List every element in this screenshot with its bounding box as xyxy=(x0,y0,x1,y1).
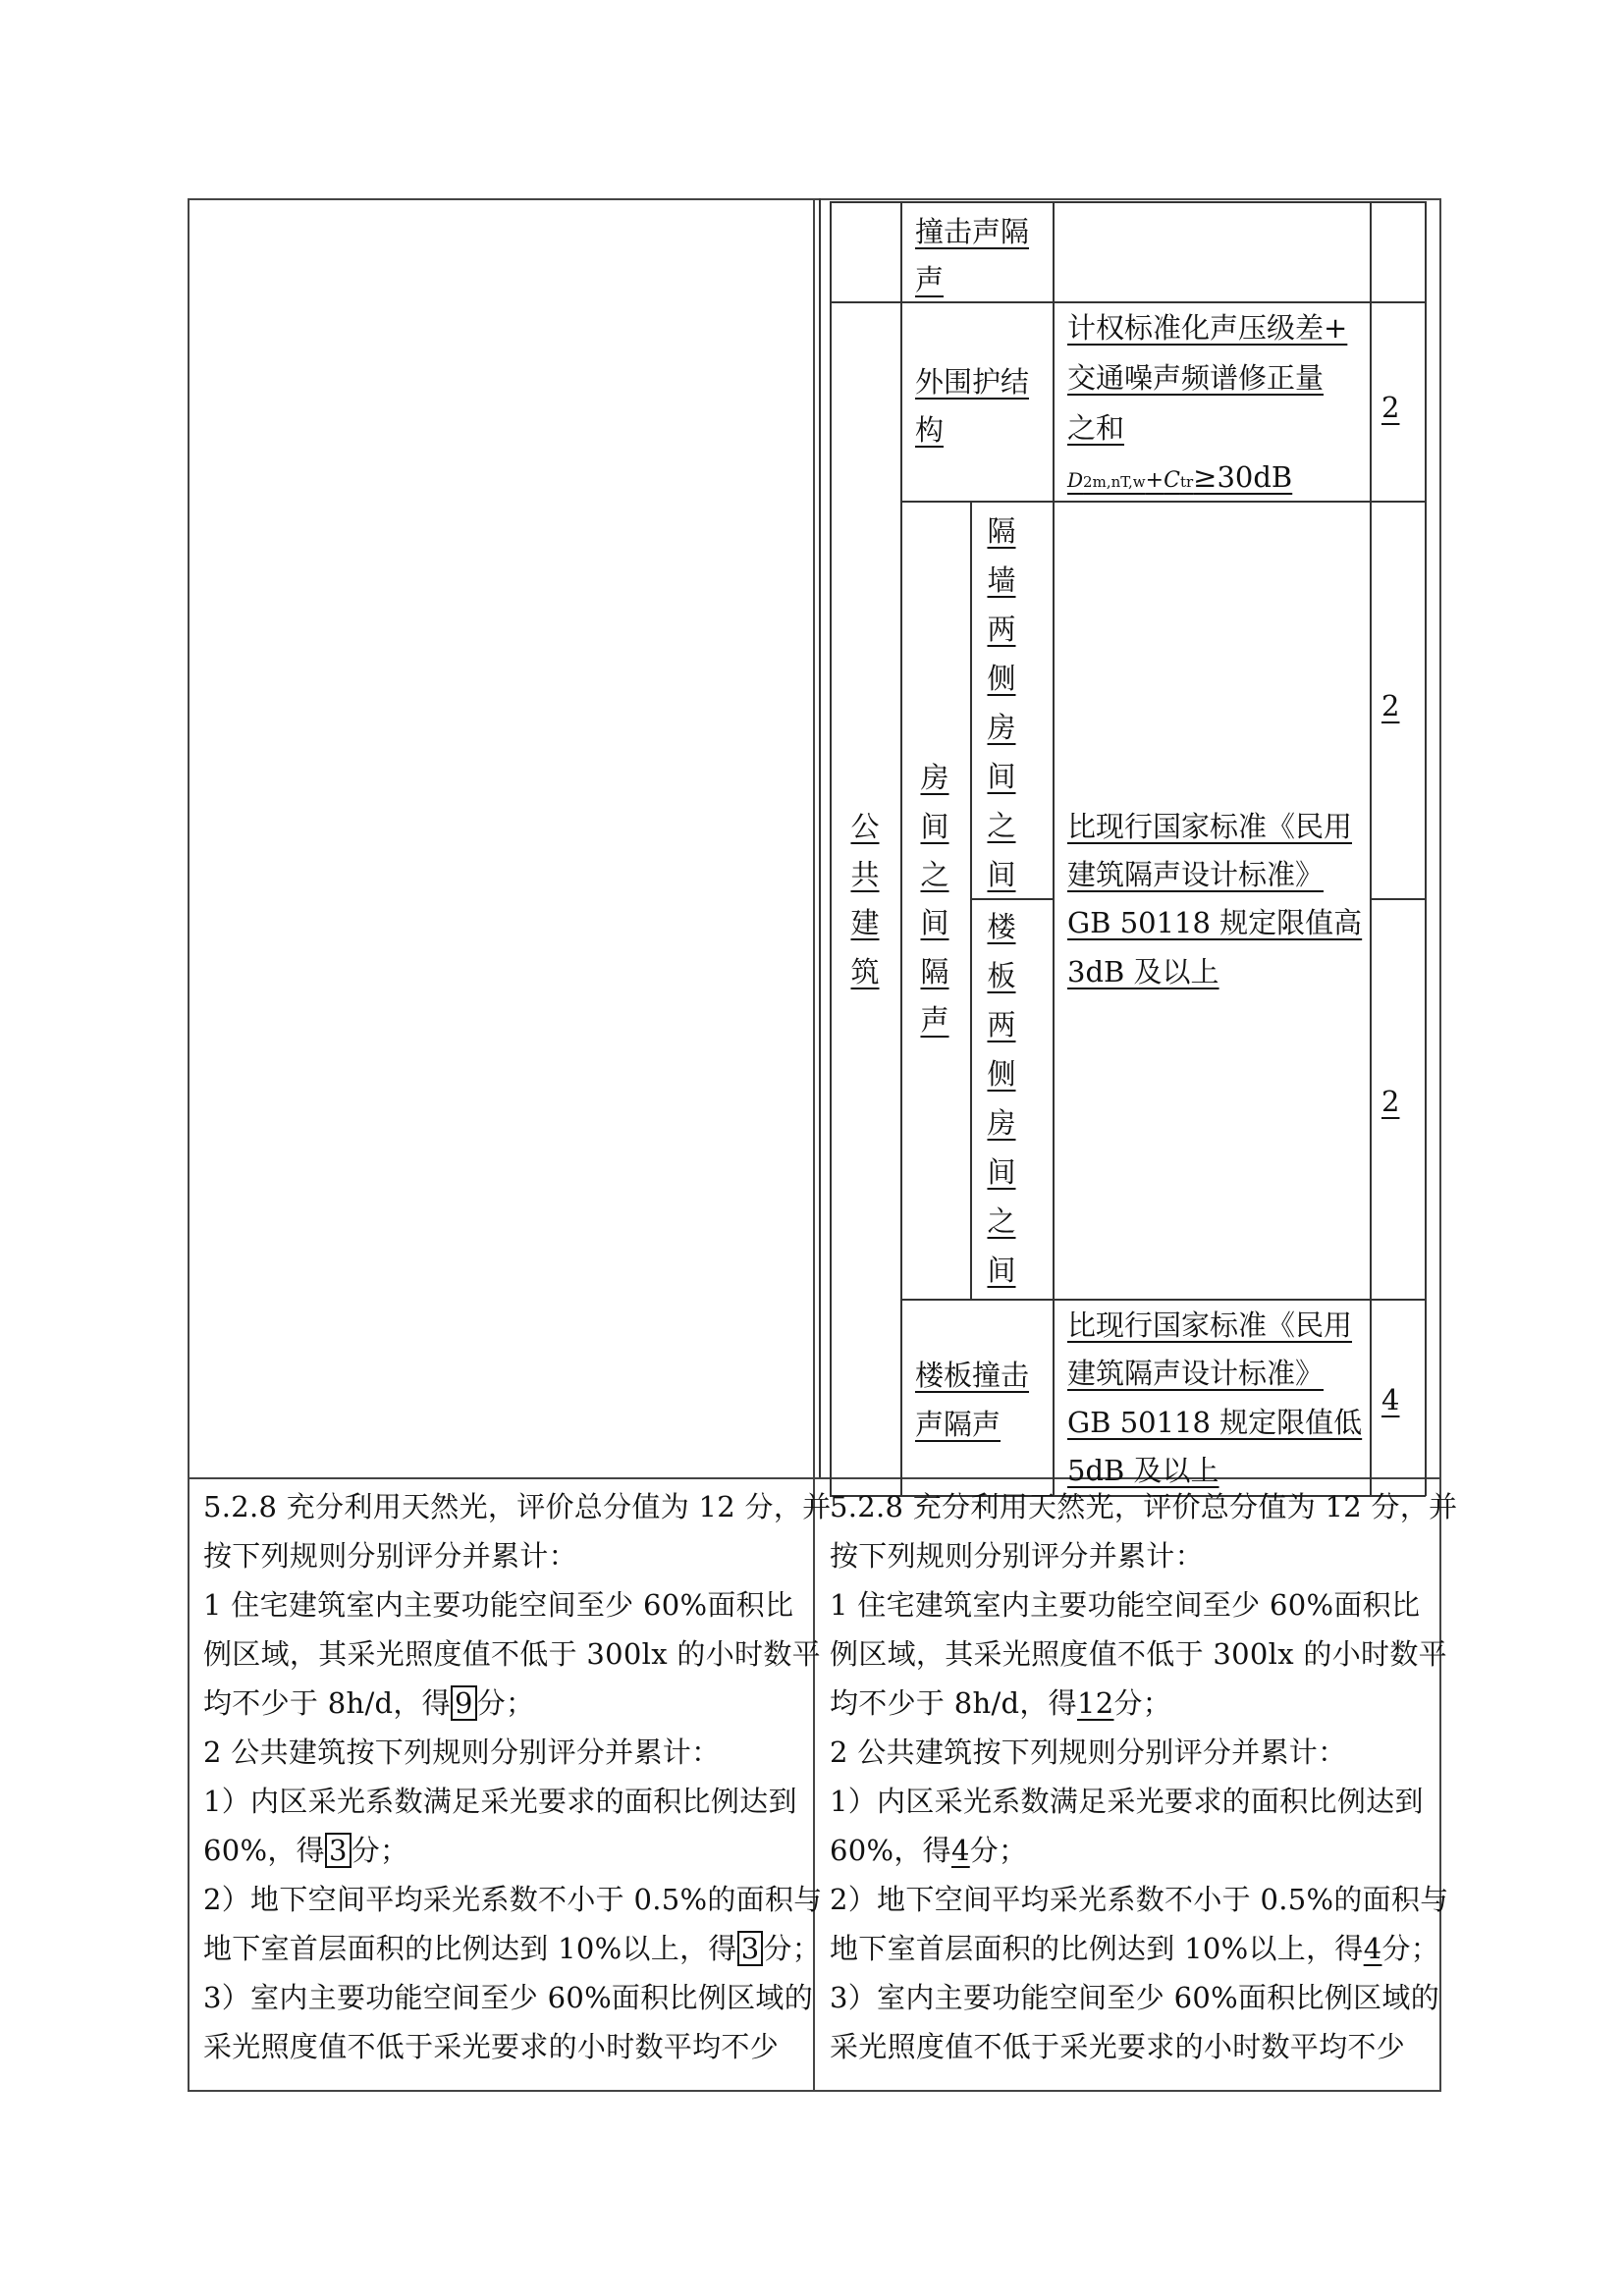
right-line-6: 2 公共建筑按下列规则分别评分并累计： xyxy=(830,1735,1347,1769)
impact-sound-label-line1: 撞击声隔 xyxy=(915,215,1030,248)
facade-req-line3: 之和 xyxy=(1067,411,1125,445)
left-line-2: 按下列规则分别评分并累计： xyxy=(203,1539,577,1573)
left-score-residential: 9 xyxy=(451,1685,477,1721)
left-score-underground: 3 xyxy=(737,1931,764,1966)
right-score-residential: 12 xyxy=(1076,1686,1114,1720)
outer-column-divider xyxy=(813,198,815,2092)
right-score-inner-zone: 4 xyxy=(950,1834,970,1867)
floor-impact-score: 4 xyxy=(1381,1383,1400,1416)
right-line-7: 1）内区采光系数满足采光要求的面积比例达到 xyxy=(830,1785,1424,1818)
left-line-12: 采光照度值不低于采光要求的小时数平均不少 xyxy=(203,2030,780,2063)
left-line-5: 均不少于 8h/d，得 9 分； xyxy=(203,1686,535,1720)
facade-req-line1: 计权标准化声压级差+ xyxy=(1067,311,1348,345)
facade-score: 2 xyxy=(1381,391,1400,424)
left-line-6: 2 公共建筑按下列规则分别评分并累计： xyxy=(203,1735,721,1769)
right-line-5: 均不少于 8h/d，得12分； xyxy=(830,1686,1172,1720)
left-line-3: 1 住宅建筑室内主要功能空间至少 60%面积比 xyxy=(203,1588,794,1622)
left-line-11: 3）室内主要功能空间至少 60%面积比例区域的 xyxy=(203,1981,814,2014)
right-line-10: 地下室首层面积的比例达到 10%以上，得4分； xyxy=(830,1932,1440,1965)
floor-impact-req-line1: 比现行国家标准《民用 xyxy=(1067,1308,1353,1342)
right-score-underground: 4 xyxy=(1363,1932,1382,1965)
room-req-line1: 比现行国家标准《民用 xyxy=(1067,810,1353,843)
left-line-10: 地下室首层面积的比例达到 10%以上，得 3 分； xyxy=(203,1932,822,1965)
right-line-8: 60%，得4分； xyxy=(830,1834,1028,1867)
left-score-inner-zone: 3 xyxy=(325,1833,352,1868)
room-req-line3: GB 50118 规定限值高 xyxy=(1067,906,1363,939)
impact-sound-label-line2: 声 xyxy=(915,263,945,296)
left-line-1: 5.2.8 充分利用天然光，评价总分值为 12 分，并 xyxy=(203,1490,832,1523)
right-line-4: 例区域，其采光照度值不低于 300lx 的小时数平 xyxy=(830,1637,1447,1671)
floor-impact-req-line3: GB 50118 规定限值低 xyxy=(1067,1406,1363,1439)
floor-impact-label-line2: 声隔声 xyxy=(915,1408,1001,1441)
room-req-line4: 3dB 及以上 xyxy=(1067,955,1219,988)
left-line-7: 1）内区采光系数满足采光要求的面积比例达到 xyxy=(203,1785,797,1818)
right-line-12: 采光照度值不低于采光要求的小时数平均不少 xyxy=(830,2030,1406,2063)
floor-score: 2 xyxy=(1381,1085,1400,1118)
floor-impact-req-line4: 5dB 及以上 xyxy=(1067,1454,1219,1487)
outer-right-border xyxy=(1439,198,1441,2092)
right-line-1: 5.2.8 充分利用天然光，评价总分值为 12 分，并 xyxy=(830,1490,1458,1523)
left-line-4: 例区域，其采光照度值不低于 300lx 的小时数平 xyxy=(203,1637,821,1671)
facade-label-line2: 构 xyxy=(915,413,945,447)
right-line-9: 2）地下空间平均采光系数不小于 0.5%的面积与 xyxy=(830,1883,1449,1916)
right-line-11: 3）室内主要功能空间至少 60%面积比例区域的 xyxy=(830,1981,1440,2014)
outer-left-border xyxy=(188,198,189,2092)
left-line-9: 2）地下空间平均采光系数不小于 0.5%的面积与 xyxy=(203,1883,823,1916)
floor-impact-label-line1: 楼板撞击 xyxy=(915,1359,1030,1392)
facade-formula: D2m,nT,w+Ctr≥30dB xyxy=(1067,460,1293,494)
outer-column-divider-double xyxy=(819,198,821,1477)
right-line-3: 1 住宅建筑室内主要功能空间至少 60%面积比 xyxy=(830,1588,1421,1622)
room-req-line2: 建筑隔声设计标准》 xyxy=(1067,858,1325,891)
floor-impact-req-line2: 建筑隔声设计标准》 xyxy=(1067,1357,1325,1390)
right-line-2: 按下列规则分别评分并累计： xyxy=(830,1539,1204,1573)
wall-score: 2 xyxy=(1381,689,1400,722)
facade-req-line2: 交通噪声频谱修正量 xyxy=(1067,361,1325,395)
facade-label-line1: 外围护结 xyxy=(915,365,1030,399)
left-line-8: 60%，得 3 分； xyxy=(203,1834,409,1867)
